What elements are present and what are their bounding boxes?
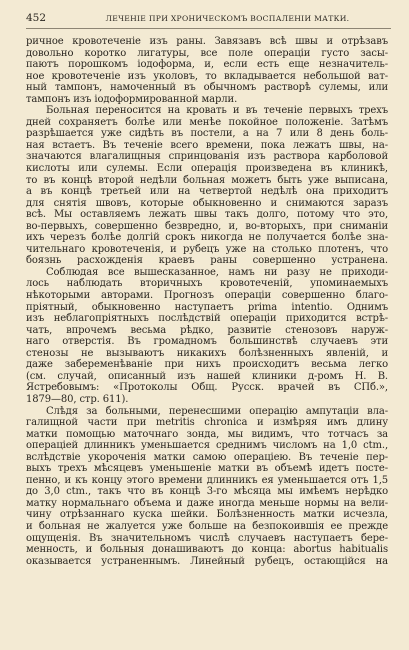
text-line: разрѣшается уже сидѣть въ постели, а на 7 или 8 день боль-: [26, 128, 388, 140]
text-line: ный тампонъ, намоченный въ обычномъ растворѣ сулемы, или: [26, 82, 388, 94]
text-line: чать, впрочемъ весьма рѣдко, развитіе стенозовъ наруж-: [26, 324, 388, 336]
text-line: чину отрѣзаннаго куска шейки. Болѣзненность матки исчезла,: [26, 509, 388, 521]
text-line: изъ неблагопріятныхъ послѣдствій операціи приходится встрѣ-: [26, 313, 388, 325]
text-line: оказывается устраненнымъ. Линейный рубецъ, остающійся на: [26, 555, 388, 567]
text-line: довольно коротко лигатуры, все поле операціи густо засы-: [26, 47, 388, 59]
text-line: ричное кровотеченіе изъ раны. Завязавъ всѣ швы и отрѣзавъ: [26, 36, 388, 47]
text-line: то въ концѣ второй недѣли больная можетъ быть уже выписана,: [26, 174, 388, 186]
text-line: пенно, и къ концу этого времени длинникъ ея уменьшается отъ 1,5: [26, 474, 388, 486]
text-line: стенозы не вызываютъ никакихъ болѣзненныхъ явленій, и: [26, 347, 388, 359]
text-line: наго отверстія. Въ громадномъ большинствѣ случаевъ эти: [26, 336, 388, 348]
text-line: чительнаго кровотеченія, и рубецъ уже на столько плотенъ, что: [26, 243, 388, 255]
body-text: [26, 36, 388, 567]
text-line: ощущенія. Въ значительномъ числѣ случаевъ наступаетъ бере-: [26, 532, 388, 544]
text-line: ная встаетъ. Въ теченіе всего времени, пока лежатъ швы, на-: [26, 139, 388, 151]
text-line: во-первыхъ, совершенно безвредно, и, во-вторыхъ, при сниманіи: [26, 220, 388, 232]
text-line: тампонъ изъ іодоформированной марли.: [26, 93, 238, 105]
running-head: ЛЕЧЕНІЕ ПРИ ХРОНИЧЕСКОМЪ ВОСПАЛЕНІИ МАТКИ.: [105, 14, 350, 23]
page-number: 452: [26, 12, 47, 24]
text-line: а въ концѣ третьей или на четвертой недѣлѣ она приходитъ: [26, 186, 388, 198]
text-line: Больная переносится на кровать и въ теченіе первыхъ трехъ: [46, 105, 388, 117]
text-line: выхъ трехъ мѣсяцевъ уменьшеніе матки въ объемѣ идетъ посте-: [26, 463, 388, 475]
text-line: для снятія швовъ, которые обыкновенно и снимаются заразъ: [26, 197, 388, 209]
text-line: операціей длинникъ уменьшается среднимъ числомъ на 1,0 ctm.,: [26, 440, 388, 452]
text-line: вслѣдствіе укороченія матки самою операціею. Въ теченіе пер-: [26, 451, 388, 463]
text-line: боязнь расхожденія краевъ раны совершенно устранена.: [26, 255, 388, 267]
text-line: Слѣдя за больными, перенесшими операцію ампутаціи вла-: [46, 405, 388, 417]
text-line: матки помощью маточнаго зонда, мы видимъ, что тотчасъ за: [26, 428, 388, 440]
text-line: Ястребовымъ: «Протоколы Общ. Русск. врачей въ СПб.»,: [26, 382, 388, 394]
text-line: нѣкоторыми авторами. Прогнозъ операціи совершенно благо-: [26, 290, 388, 302]
text-line: кислоты или сулемы. Если операція произведена въ клиникѣ,: [26, 163, 388, 175]
text-line: ихъ черезъ болѣе долгій срокъ никогда не получается болѣе зна-: [26, 232, 388, 244]
text-line: значаются влагалищныя спринцованія изъ раствора карболовой: [26, 151, 388, 163]
text-line: Соблюдая все вышесказанное, намъ ни разу не приходи-: [46, 266, 388, 278]
text-line: всѣ. Мы оставляемъ лежать швы такъ долго, потому что это,: [26, 209, 388, 221]
text-line: менность, и больныя донашиваютъ до конца: abortus habitualis: [26, 544, 388, 556]
text-line: 1879—80, стр. 611).: [26, 393, 129, 405]
text-line: до 3,0 ctm., такъ что въ концѣ 3-го мѣсяца мы имѣемъ нерѣдко: [26, 486, 388, 498]
text-line: матку нормальнаго объема и даже иногда меньше нормы на вели-: [26, 497, 388, 509]
text-line: паютъ порошкомъ іодоформа, и, если есть еще незначитель-: [26, 59, 388, 71]
text-line: (см. случай, описанный изъ нашей клиники д-ромъ Н. В.: [26, 370, 388, 382]
text-line: галищной части при metritis chronica и измѣряя имъ длину: [26, 417, 388, 429]
text-line: лось наблюдать вторичныхъ кровотеченій, упоминаемыхъ: [26, 278, 388, 290]
text-line: пріятный, обыкновенно наступаетъ prima intentio. Однимъ: [26, 301, 388, 313]
text-line: ное кровотеченіе изъ уколовъ, то вкладывается небольшой ват-: [26, 70, 388, 82]
page-header: [26, 14, 391, 29]
text-line: даже забеременѣваніе при нихъ происходитъ весьма легко: [26, 359, 388, 371]
text-line: и больная не жалуется уже больше на безпокоившія ее прежде: [26, 520, 388, 532]
text-line: дней сохраняетъ болѣе или менѣе покойное положеніе. Затѣмъ: [26, 116, 388, 128]
